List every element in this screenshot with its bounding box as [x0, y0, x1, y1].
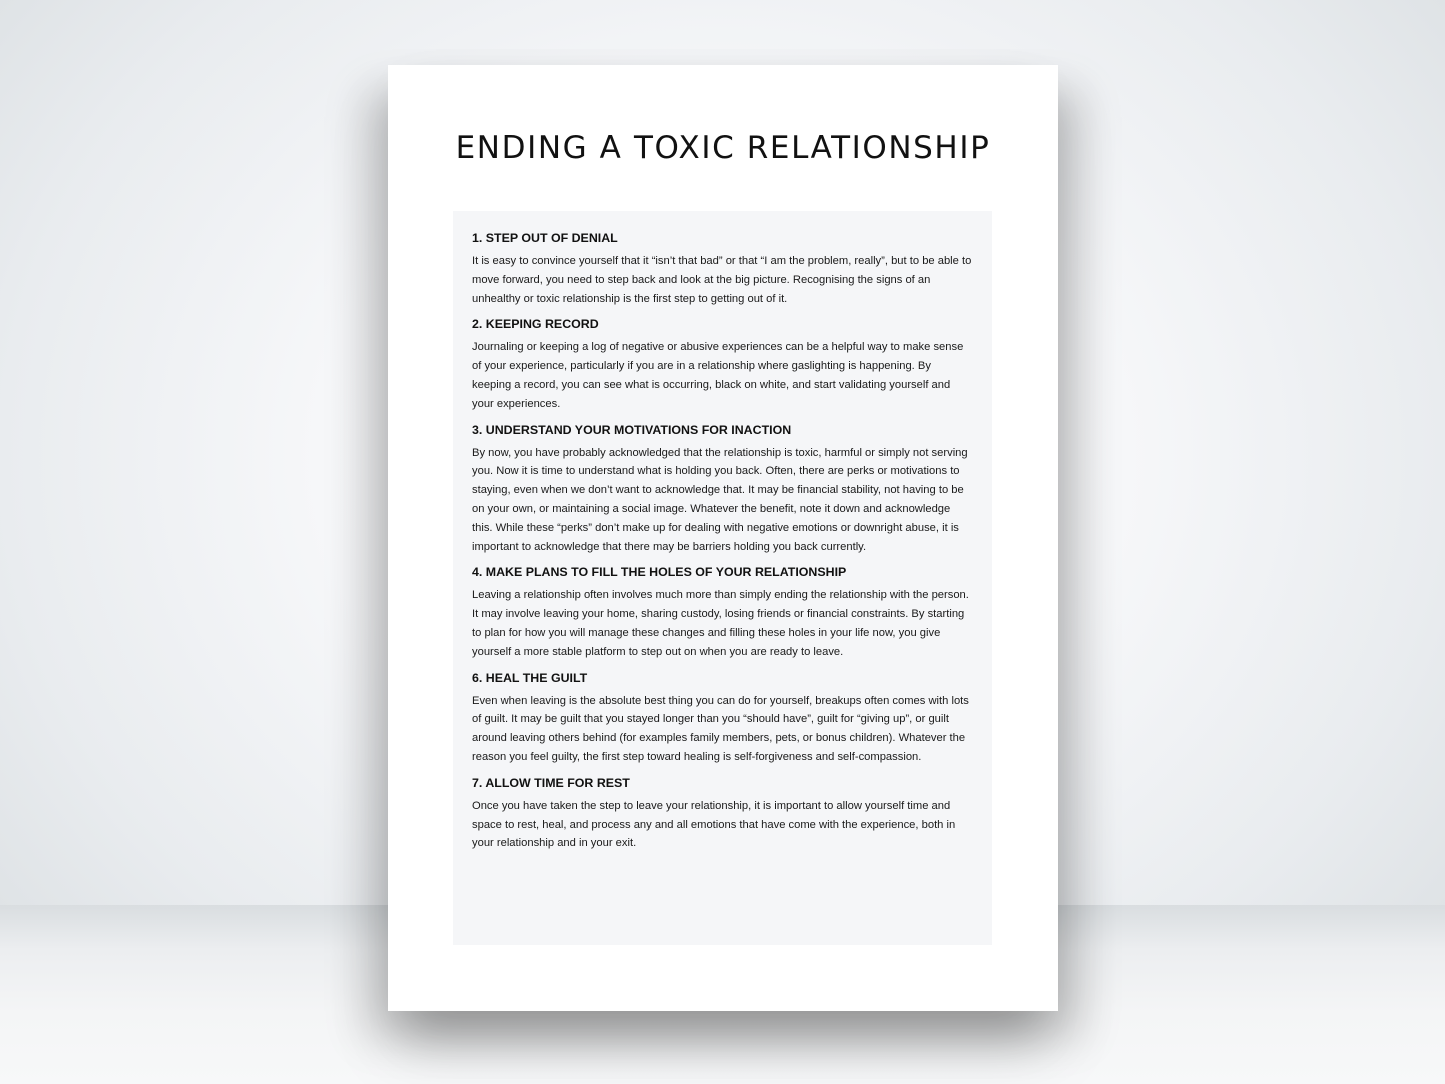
- section-body: Even when leaving is the absolute best thing you can do for yourself, breakups often comes with lots of guilt. It may be guilt that you stayed longer than you “should have”, guilt for “giving up”, or guilt around leaving others behind (for examples family members, pets, or bonus children). Whatever the reason you feel guilty, the first step toward healing is self-forgiveness and self-compassion.: [472, 694, 969, 763]
- section-make-plans: [472, 564, 972, 661]
- section-allow-time-for-rest: [472, 775, 972, 853]
- section-heading: 2. KEEPING RECORD: [472, 317, 599, 332]
- section-keeping-record: [472, 316, 972, 413]
- section-body: Once you have taken the step to leave your relationship, it is important to allow yourself time and space to rest, heal, and process any and all emotions that have come with the experience, both in your relationship and in your exit.: [472, 799, 956, 850]
- section-body: Leaving a relationship often involves much more than simply ending the relationship with the person. It may involve leaving your home, sharing custody, losing friends or financial constraints. By starting to plan for how you will manage these changes and filling these holes in your life now, you give yourself a more stable platform to step out on when you are ready to leave.: [472, 589, 969, 658]
- section-heading: 7. ALLOW TIME FOR REST: [472, 775, 630, 790]
- section-heading: 3. UNDERSTAND YOUR MOTIVATIONS FOR INACTION: [472, 422, 792, 437]
- section-body: It is easy to convince yourself that it “isn’t that bad” or that “I am the problem, really”, but to be able to move forward, you need to step back and look at the big picture. Recognising the signs of an unhealthy or toxic relationship is the first step to getting out of it.: [472, 255, 972, 305]
- section-heading: 1. STEP OUT OF DENIAL: [472, 231, 618, 245]
- section-body: Journaling or keeping a log of negative or abusive experiences can be a helpful way to make sense of your experience, particularly if you are in a relationship where gaslighting is happening. By keeping a record, you can see what is occurring, black on white, and start validating yourself and your experiences.: [472, 341, 964, 410]
- section-step-out-of-denial: [472, 230, 972, 308]
- section-heal-the-guilt: [472, 670, 972, 767]
- document-page: [388, 65, 1058, 1011]
- content-panel: [453, 211, 992, 945]
- section-body: By now, you have probably acknowledged that the relationship is toxic, harmful or simply not serving you. Now it is time to understand what is holding you back. Often, there are perks or motivations to staying, even when we don’t want to acknowledge that. It may be financial stability, not having to be on your own, or maintaining a social image. Whatever the benefit, note it down and acknowledge this. While these “perks” don’t make up for dealing with negative emotions or downright abuse, it is important to acknowledge that there may be barriers holding you back currently.: [472, 446, 968, 553]
- document-title: ENDING A TOXIC RELATIONSHIP: [455, 130, 991, 166]
- section-understand-motivations: [472, 422, 972, 557]
- section-heading: 4. MAKE PLANS TO FILL THE HOLES OF YOUR RELATIONSHIP: [472, 565, 847, 580]
- section-heading: 6. HEAL THE GUILT: [472, 670, 588, 685]
